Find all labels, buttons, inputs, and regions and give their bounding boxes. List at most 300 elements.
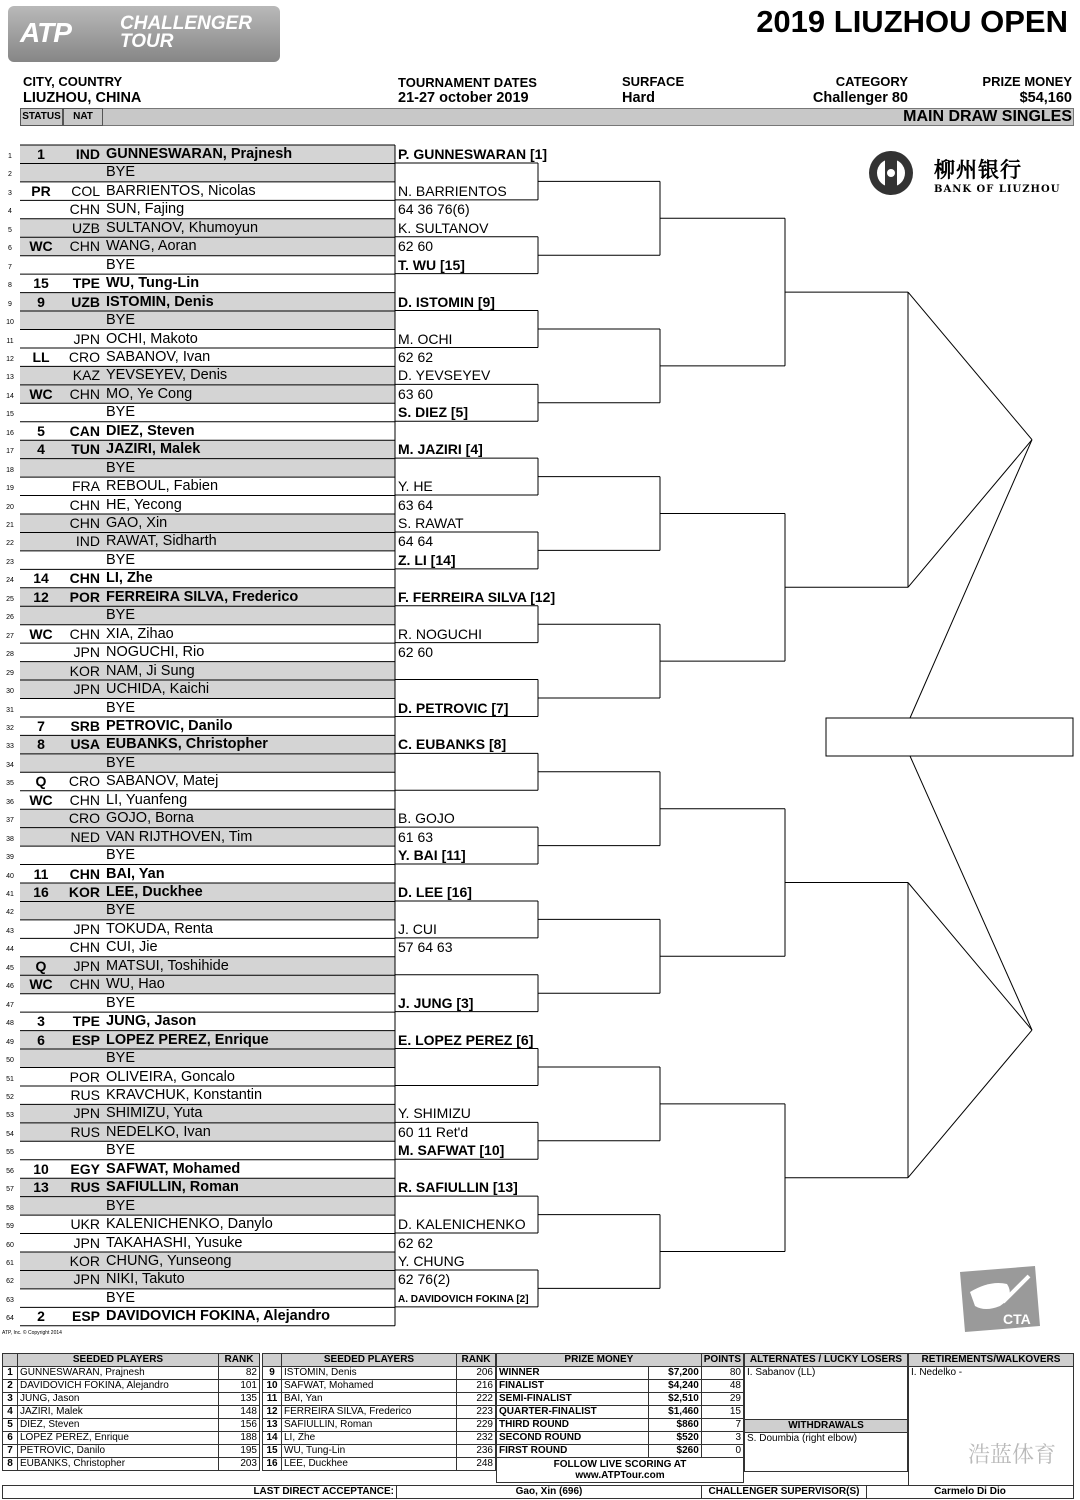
seed-row: 14 LI, Zhe 232	[263, 1432, 496, 1445]
player-name: MO, Ye Cong	[106, 385, 193, 402]
draw-position: 53	[6, 1112, 14, 1120]
draw-position: 51	[6, 1075, 14, 1083]
challenger-tour-text: CHALLENGER TOUR	[120, 13, 252, 52]
bracket-line	[910, 756, 1032, 1030]
player-nationality: CHN	[69, 570, 100, 587]
second-round-player: D. PETROVIC [7]	[398, 699, 509, 716]
second-round-player: M. OCHI	[398, 330, 453, 347]
second-round-player: D. YEVSEYEV	[398, 367, 491, 384]
watermark: 浩蓝体育	[967, 1442, 1056, 1467]
draw-position: 33	[6, 743, 14, 751]
player-name: ISTOMIN, Denis	[106, 293, 214, 310]
player-name: LI, Zhe	[106, 570, 153, 587]
seed-row: 5 DIEZ, Steven 156	[3, 1419, 260, 1432]
category-label: CATEGORY	[835, 74, 908, 89]
player-nationality: ESP	[71, 1308, 100, 1325]
player-name: SABANOV, Ivan	[106, 348, 211, 365]
surface-label: SURFACE	[622, 74, 685, 89]
draw-position: 40	[6, 872, 14, 880]
player-name: KALENICHENKO, Danylo	[106, 1216, 273, 1233]
second-round-player: N. BARRIENTOS	[398, 182, 507, 199]
draw-position: 56	[6, 1167, 14, 1175]
draw-position: 35	[6, 780, 14, 788]
draw-position: 58	[6, 1204, 14, 1212]
player-status: PR	[31, 182, 51, 199]
draw-position: 19	[6, 485, 14, 493]
draw-position: 49	[6, 1038, 14, 1046]
player-name: BYE	[106, 994, 136, 1011]
draw-position: 8	[8, 282, 12, 290]
draw-position: 45	[6, 964, 14, 972]
second-round-player: C. EUBANKS [8]	[398, 736, 507, 753]
category-value: Challenger 80	[812, 90, 908, 106]
player-name: KRAVCHUK, Konstantin	[106, 1086, 263, 1103]
draw-position: 34	[6, 761, 14, 769]
player-nationality: CHN	[69, 238, 100, 255]
city-label: CITY, COUNTRY	[23, 74, 123, 89]
player-name: VAN RIJTHOVEN, Tim	[106, 828, 253, 845]
player-name: XIA, Zihao	[106, 625, 174, 642]
seed-row: 2 DAVIDOVICH FOKINA, Alejandro 101	[3, 1380, 260, 1393]
retirements-value: I. Nedelko -	[909, 1367, 1074, 1486]
player-name: SULTANOV, Khumoyun	[106, 219, 259, 236]
player-name: BYE	[106, 1197, 136, 1214]
player-nationality: TUN	[71, 441, 100, 458]
player-status: 12	[33, 588, 49, 605]
player-nationality: JPN	[73, 330, 100, 347]
match-score: 57 64 63	[398, 939, 453, 956]
player-nationality: CHN	[69, 939, 100, 956]
second-round-player: M. SAFWAT [10]	[398, 1142, 505, 1159]
acceptance-supervisor-row	[2, 1485, 1074, 1499]
second-round-player: Z. LI [14]	[398, 551, 456, 568]
player-nationality: EGY	[70, 1160, 100, 1177]
player-name: MATSUI, Toshihide	[106, 957, 229, 974]
player-name: BYE	[106, 459, 136, 476]
match-score: 60 11 Ret'd	[398, 1123, 469, 1140]
bracket-line	[908, 883, 1032, 1031]
match-score: 62 76(2)	[398, 1271, 451, 1288]
second-round-player: R. SAFIULLIN [13]	[398, 1179, 518, 1196]
prize-row: QUARTER-FINALIST $1,460 15	[497, 1406, 744, 1419]
bank-of-liuzhou-chinese-name: 柳州银行	[934, 157, 1022, 182]
cta-logo-icon	[955, 1262, 1045, 1334]
bracket-line	[908, 440, 1032, 588]
draw-position: 31	[6, 706, 14, 714]
main-draw-label: MAIN DRAW SINGLES	[903, 108, 1072, 125]
player-name: LEE, Duckhee	[106, 884, 203, 900]
player-name: SUN, Fajing	[106, 201, 185, 218]
draw-position: 62	[6, 1278, 14, 1286]
withdrawals-value: S. Doumbia (right elbow)	[745, 1433, 908, 1472]
player-nationality: CHN	[69, 201, 100, 218]
player-status: LL	[32, 348, 50, 365]
draw-position: 27	[6, 632, 14, 640]
second-round-player: Y. HE	[398, 478, 433, 495]
match-score: 63 64	[398, 496, 434, 513]
player-nationality: COL	[71, 182, 100, 199]
player-status: WC	[29, 625, 53, 642]
player-nationality: TPE	[72, 275, 100, 292]
second-round-player: K. SULTANOV	[398, 219, 489, 236]
draw-position: 3	[8, 189, 12, 197]
match-score: 63 60	[398, 385, 434, 402]
draw-position: 13	[6, 374, 14, 382]
second-round-player: Y. SHIMIZU	[398, 1105, 471, 1122]
player-status: Q	[35, 773, 47, 790]
player-name: GUNNESWARAN, Prajnesh	[106, 146, 293, 162]
draw-position: 44	[6, 946, 14, 954]
draw-position: 16	[6, 429, 14, 437]
draw-position: 39	[6, 854, 14, 862]
player-name: NAM, Ji Sung	[106, 662, 195, 679]
copyright-notice: ATP, Inc. © Copyright 2014	[2, 1330, 62, 1336]
draw-position: 48	[6, 1020, 14, 1028]
draw-position: 20	[6, 503, 14, 511]
seed-row: 9 ISTOMIN, Denis 206	[263, 1367, 496, 1380]
player-status: 2	[37, 1308, 45, 1325]
player-name: SAFWAT, Mohamed	[106, 1160, 241, 1177]
second-round-player: J. CUI	[398, 920, 437, 937]
prize-money-table: PRIZE MONEY POINTS WINNER $7,200 80 FINALIST $4,240 48 SEMI-FINALIST $2,510 29 QUARTER-FINALIST $1,460 15 THIRD ROUND $860 7 SECOND ROUND $520 3 FIRST ROUND $260 0 FOLLOW LIVE SCORING AT www.ATPTour.com	[496, 1353, 744, 1483]
player-nationality: RUS	[70, 1086, 100, 1103]
player-status: Q	[35, 957, 47, 974]
match-score: 61 63	[398, 828, 434, 845]
draw-position: 32	[6, 724, 14, 732]
player-name: WANG, Aoran	[106, 238, 197, 255]
player-name: WU, Tung-Lin	[106, 275, 200, 292]
nat-column-header: NAT	[63, 108, 103, 126]
player-name: JUNG, Jason	[106, 1013, 197, 1030]
player-nationality: JPN	[73, 957, 100, 974]
second-round-player: B. GOJO	[398, 810, 455, 827]
match-score: 62 60	[398, 644, 434, 661]
seeded-players-table-9-16: SEEDED PLAYERS RANK 9 ISTOMIN, Denis 206 10 SAFWAT, Mohamed 216 11 BAI, Yan 222 12 FERREIRA SILVA, Frederico 223 13 SAFIULLIN, Roman 229 14 LI, Zhe 232 15 WU, Tung-Lin 236 16 LEE, Duckhee 248	[262, 1353, 496, 1471]
player-nationality: FRA	[72, 478, 100, 495]
player-name: SABANOV, Matej	[106, 773, 219, 790]
seed-row: 6 LOPEZ PEREZ, Enrique 188	[3, 1432, 260, 1445]
alternates-value: I. Sabanov (LL)	[745, 1367, 908, 1420]
bracket-line	[908, 292, 1032, 440]
player-name: BYE	[106, 699, 136, 716]
prize-row: SEMI-FINALIST $2,510 29	[497, 1393, 744, 1406]
draw-position: 11	[6, 337, 14, 345]
supervisor-value: Carmelo Di Dio	[867, 1486, 1074, 1499]
player-name: CHUNG, Yunseong	[106, 1253, 232, 1269]
second-round-player: A. DAVIDOVICH FOKINA [2]	[398, 1293, 529, 1305]
city-value: LIUZHOU, CHINA	[23, 90, 142, 106]
prize-money-label: PRIZE MONEY	[982, 74, 1072, 89]
champion-box	[826, 718, 1073, 756]
player-nationality: SRB	[70, 717, 100, 734]
player-name: YEVSEYEV, Denis	[106, 367, 228, 384]
player-nationality: UKR	[70, 1216, 100, 1233]
seed-row: 16 LEE, Duckhee 248	[263, 1458, 496, 1471]
seed-row: 12 FERREIRA SILVA, Frederico 223	[263, 1406, 496, 1419]
player-name: FERREIRA SILVA, Frederico	[106, 588, 299, 605]
draw-position: 36	[6, 798, 14, 806]
player-status: 8	[37, 736, 45, 753]
follow-live-scoring: FOLLOW LIVE SCORING AT www.ATPTour.com	[497, 1458, 744, 1483]
player-nationality: JPN	[73, 644, 100, 661]
player-status: 16	[33, 884, 49, 900]
last-direct-acceptance-value: Gao, Xin (696)	[397, 1486, 702, 1499]
draw-position: 37	[6, 817, 14, 825]
player-name: BYE	[106, 902, 136, 919]
alternates-withdrawals-table: ALTERNATES / LUCKY LOSERS I. Sabanov (LL) WITHDRAWALS S. Doumbia (right elbow)	[744, 1353, 908, 1472]
player-nationality: CHN	[69, 515, 100, 531]
draw-position: 64	[6, 1315, 14, 1323]
player-nationality: POR	[69, 588, 100, 605]
draw-position: 17	[6, 448, 14, 456]
svg-text:CTA: CTA	[1003, 1311, 1031, 1327]
player-status: 5	[37, 422, 45, 439]
match-score: 62 62	[398, 348, 434, 365]
draw-position: 38	[6, 835, 14, 843]
second-round-player: D. ISTOMIN [9]	[398, 293, 495, 310]
player-nationality: RUS	[70, 1123, 100, 1140]
second-round-player: D. KALENICHENKO	[398, 1216, 526, 1233]
player-name: REBOUL, Fabien	[106, 478, 219, 495]
player-name: GOJO, Borna	[106, 810, 194, 827]
player-nationality: KOR	[68, 884, 100, 900]
player-status: WC	[29, 976, 53, 993]
second-round-player: T. WU [15]	[398, 256, 465, 273]
prize-row: WINNER $7,200 80	[497, 1367, 744, 1380]
seed-row: 3 JUNG, Jason 135	[3, 1393, 260, 1406]
player-name: DIEZ, Steven	[106, 422, 195, 439]
player-status: 6	[37, 1031, 45, 1048]
draw-position: 47	[6, 1001, 14, 1009]
player-name: OLIVEIRA, Goncalo	[106, 1068, 235, 1085]
draw-position: 46	[6, 983, 14, 991]
player-nationality: CAN	[69, 422, 100, 439]
player-status: 1	[37, 146, 45, 162]
prize-row: FINALIST $4,240 48	[497, 1380, 744, 1393]
draw-position: 12	[6, 355, 14, 363]
draw-position: 22	[6, 540, 14, 548]
supervisor-label: CHALLENGER SUPERVISOR(S)	[702, 1486, 867, 1499]
seed-row: 15 WU, Tung-Lin 236	[263, 1445, 496, 1458]
player-nationality: JPN	[73, 1271, 100, 1288]
dates-label: TOURNAMENT DATES	[398, 75, 537, 90]
status-column-header: STATUS	[20, 108, 63, 126]
seeded-players-table-1-8: SEEDED PLAYERS RANK 1 GUNNESWARAN, Prajnesh 82 2 DAVIDOVICH FOKINA, Alejandro 101 3 JUNG, Jason 135 4 JAZIRI, Malek 148 5 DIEZ, Steven 156 6 LOPEZ PEREZ, Enrique 188 7 PETROVIC, Danilo 195 8 EUBANKS, Christopher 203	[2, 1353, 260, 1471]
second-round-player: P. GUNNESWARAN [1]	[398, 146, 548, 162]
player-nationality: JPN	[73, 920, 100, 937]
player-name: BYE	[106, 164, 136, 181]
draw-position: 24	[6, 577, 14, 585]
second-round-player: R. NOGUCHI	[398, 625, 482, 642]
seed-row: 8 EUBANKS, Christopher 203	[3, 1458, 260, 1471]
player-name: BYE	[106, 1142, 136, 1159]
player-nationality: CHN	[69, 865, 100, 882]
second-round-player: M. JAZIRI [4]	[398, 441, 483, 458]
draw-position: 41	[6, 891, 14, 898]
draw-position: 26	[6, 614, 14, 622]
second-round-player: Y. BAI [11]	[398, 847, 466, 864]
player-name: SAFIULLIN, Roman	[106, 1179, 239, 1196]
draw-position: 4	[8, 208, 12, 216]
player-status: WC	[29, 238, 53, 255]
player-name: BAI, Yan	[106, 865, 165, 882]
seed-row: 13 SAFIULLIN, Roman 229	[263, 1419, 496, 1432]
draw-position: 23	[6, 558, 14, 566]
second-round-player: F. FERREIRA SILVA [12]	[398, 588, 556, 605]
player-nationality: CHN	[69, 385, 100, 402]
player-name: BYE	[106, 312, 136, 329]
seed-row: 10 SAFWAT, Mohamed 216	[263, 1380, 496, 1393]
draw-position: 15	[6, 411, 14, 419]
player-name: LI, Yuanfeng	[106, 791, 188, 808]
second-round-player: Y. CHUNG	[398, 1253, 465, 1269]
player-name: BYE	[106, 847, 136, 864]
player-status: WC	[29, 385, 53, 402]
second-round-player: S. DIEZ [5]	[398, 404, 469, 421]
bank-of-liuzhou-english-name: BANK OF LIUZHOU	[934, 184, 1061, 195]
player-status: 3	[37, 1013, 45, 1030]
player-status: 14	[33, 570, 49, 587]
draw-position: 5	[8, 226, 12, 234]
player-nationality: POR	[69, 1068, 100, 1085]
player-name: JAZIRI, Malek	[106, 441, 201, 458]
seed-row: 11 BAI, Yan 222	[263, 1393, 496, 1406]
draw-position: 25	[6, 595, 14, 603]
player-nationality: CRO	[68, 810, 100, 827]
draw-position: 50	[6, 1057, 14, 1065]
player-name: TAKAHASHI, Yusuke	[106, 1234, 243, 1251]
player-status: 11	[33, 865, 49, 882]
draw-position: 6	[8, 245, 12, 253]
draw-position: 57	[6, 1186, 14, 1194]
player-nationality: CHN	[69, 496, 100, 513]
seed-row: 4 JAZIRI, Malek 148	[3, 1406, 260, 1419]
player-name: RAWAT, Sidharth	[106, 533, 217, 550]
player-name: BYE	[106, 551, 136, 568]
bracket-line	[910, 440, 1032, 718]
seed-row: 1 GUNNESWARAN, Prajnesh 82	[3, 1367, 260, 1380]
draw-position: 18	[6, 466, 14, 474]
draw-position: 52	[6, 1093, 14, 1101]
player-nationality: TPE	[72, 1013, 100, 1030]
player-name: TOKUDA, Renta	[106, 920, 213, 937]
player-nationality: ESP	[71, 1031, 100, 1048]
player-name: NOGUCHI, Rio	[106, 644, 205, 661]
player-nationality: CHN	[69, 976, 100, 993]
player-status: 13	[33, 1179, 49, 1196]
seed-row: 7 PETROVIC, Danilo 195	[3, 1445, 260, 1458]
player-nationality: JPN	[73, 681, 100, 698]
player-status: 10	[33, 1160, 49, 1177]
match-score: 64 64	[398, 533, 434, 550]
draw-position: 42	[6, 909, 14, 917]
last-direct-acceptance-label: LAST DIRECT ACCEPTANCE:	[3, 1486, 397, 1499]
draw-position: 10	[6, 319, 14, 327]
second-round-player: S. RAWAT	[398, 515, 464, 531]
draw-position: 63	[6, 1296, 14, 1304]
player-name: BYE	[106, 1050, 136, 1067]
player-nationality: CRO	[68, 348, 100, 365]
player-nationality: CHN	[69, 791, 100, 808]
draw-position: 7	[8, 263, 12, 271]
player-nationality: UZB	[72, 219, 100, 236]
match-score: 62 60	[398, 238, 434, 255]
player-name: WU, Hao	[106, 976, 165, 993]
player-name: NEDELKO, Ivan	[106, 1123, 211, 1140]
player-name: SHIMIZU, Yuta	[106, 1105, 203, 1122]
draw-position: 1	[8, 153, 12, 160]
player-status: 15	[33, 275, 49, 292]
player-name: GAO, Xin	[106, 515, 168, 531]
draw-position: 9	[8, 300, 12, 308]
draw-position: 30	[6, 688, 14, 696]
match-score: 64 36 76(6)	[398, 201, 470, 218]
player-nationality: KOR	[69, 662, 100, 679]
draw-position: 55	[6, 1149, 14, 1157]
prize-money-value: $54,160	[1019, 90, 1072, 106]
player-nationality: IND	[75, 146, 100, 162]
player-name: CUI, Jie	[106, 939, 158, 956]
player-name: BYE	[106, 754, 136, 771]
player-nationality: RUS	[70, 1179, 100, 1196]
player-name: LOPEZ PEREZ, Enrique	[106, 1031, 269, 1048]
second-round-player: E. LOPEZ PEREZ [6]	[398, 1031, 534, 1048]
player-name: UCHIDA, Kaichi	[106, 681, 210, 698]
tournament-title: 2019 LIUZHOU OPEN	[756, 4, 1068, 39]
draw-position: 14	[6, 392, 14, 400]
player-name: HE, Yecong	[106, 496, 182, 513]
player-nationality: CRO	[68, 773, 100, 790]
player-name: EUBANKS, Christopher	[106, 736, 268, 753]
player-name: DAVIDOVICH FOKINA, Alejandro	[106, 1308, 330, 1325]
player-nationality: JPN	[73, 1234, 100, 1251]
draw-position: 59	[6, 1223, 14, 1231]
player-name: NIKI, Takuto	[106, 1271, 185, 1288]
player-nationality: KOR	[69, 1253, 100, 1269]
draw-position: 54	[6, 1130, 14, 1138]
player-name: BYE	[106, 404, 136, 421]
surface-value: Hard	[622, 90, 656, 106]
player-name: OCHI, Makoto	[106, 330, 198, 347]
player-name: BYE	[106, 256, 136, 273]
player-name: PETROVIC, Danilo	[106, 717, 233, 734]
draw-position: 61	[6, 1260, 14, 1267]
player-nationality: IND	[75, 533, 100, 550]
atp-logo-text: ATP	[20, 17, 71, 48]
retirements-walkovers-table: RETIREMENTS/WALKOVERS I. Nedelko -	[908, 1353, 1074, 1486]
player-nationality: JPN	[73, 1105, 100, 1122]
player-nationality: KAZ	[72, 367, 100, 384]
second-round-player: D. LEE [16]	[398, 884, 472, 900]
player-status: 4	[37, 441, 45, 458]
player-name: BYE	[106, 607, 136, 624]
prize-row: FIRST ROUND $260 0	[497, 1445, 744, 1458]
player-nationality: CHN	[69, 625, 100, 642]
prize-row: THIRD ROUND $860 7	[497, 1419, 744, 1432]
dates-value: 21-27 october 2019	[398, 90, 529, 106]
draw-position: 21	[6, 522, 14, 529]
draw-position: 60	[6, 1241, 14, 1249]
prize-row: SECOND ROUND $520 3	[497, 1432, 744, 1445]
draw-position: 28	[6, 651, 14, 659]
match-score: 62 62	[398, 1234, 434, 1251]
player-nationality: NED	[70, 828, 100, 845]
draw-position: 43	[6, 927, 14, 935]
draw-position: 29	[6, 669, 14, 677]
player-status: 9	[37, 293, 45, 310]
player-status: WC	[29, 791, 53, 808]
second-round-player: J. JUNG [3]	[398, 994, 474, 1011]
